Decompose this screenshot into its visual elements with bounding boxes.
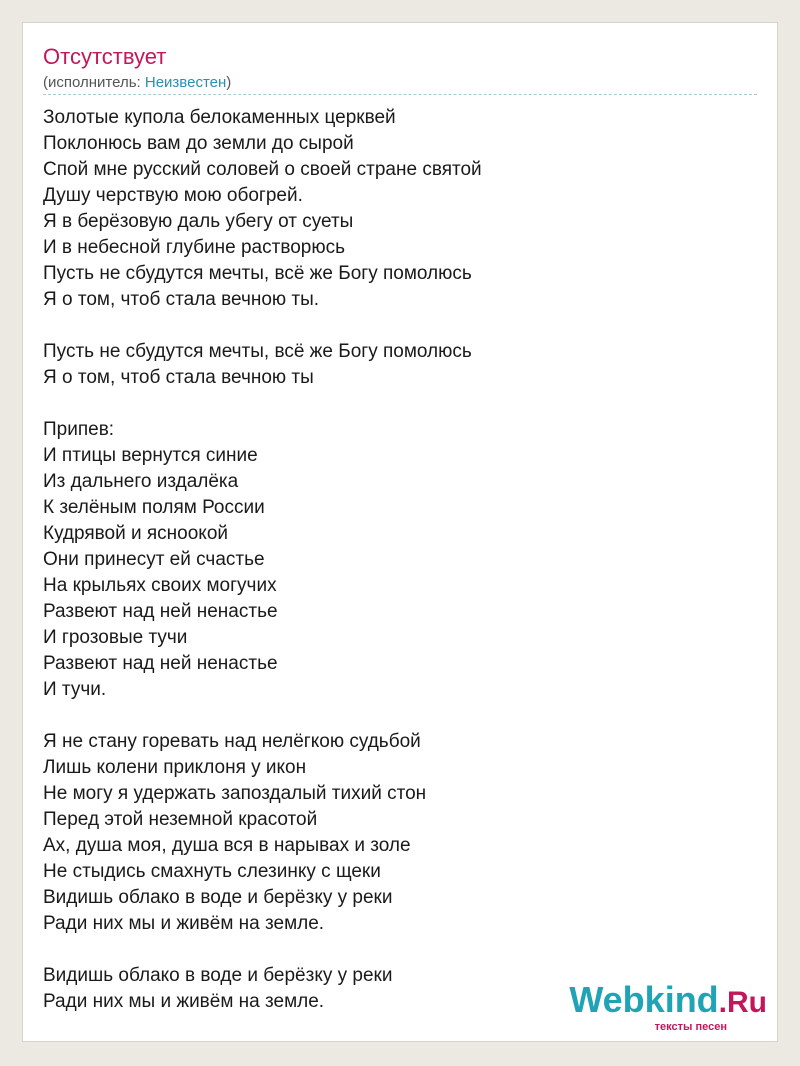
lyrics-stanza [43,417,757,703]
artist-line [43,73,231,93]
lyrics-line: Пусть не сбудутся мечты, всё же Богу помолюсь [43,341,472,362]
lyrics-line: Золотые купола белокаменных церквей [43,107,396,128]
site-logo[interactable] [569,979,767,1033]
lyrics-line: Я о том, чтоб стала вечною ты [43,367,314,388]
lyrics-line: Развеют над ней ненастье [43,601,278,622]
lyrics-line: Перед этой неземной красотой [43,809,318,830]
lyrics-line: Припев: [43,419,115,440]
lyrics-line: Спой мне русский соловей о своей стране святой [43,159,482,180]
lyrics-line: Лишь колени приклоня у икон [43,757,307,778]
lyrics-body [43,105,757,1041]
lyrics-line: Пусть не сбудутся мечты, всё же Богу помолюсь [43,263,472,284]
lyrics-line: Не стыдись смахнуть слезинку с щеки [43,861,381,882]
lyrics-stanza [43,105,757,313]
logo-wordmark [569,979,767,1021]
lyrics-line: И тучи. [43,679,107,700]
lyrics-line: Они принесут ей счастье [43,549,265,570]
lyrics-line: Я в берёзовую даль убегу от суеты [43,211,354,232]
lyrics-line: И птицы вернутся синие [43,445,258,466]
lyrics-line: Из дальнего издалёка [43,471,239,492]
lyrics-line: Развеют над ней ненастье [43,653,278,674]
logo-tld: .Ru [718,986,767,1019]
lyrics-line: Ради них мы и живём на земле. [43,991,325,1012]
song-title: Отсутствует [43,44,167,69]
lyrics-line: Ах, душа моя, душа вся в нарывах и золе [43,835,411,856]
lyrics-stanza [43,339,757,391]
lyrics-line: Ради них мы и живём на земле. [43,913,325,934]
logo-brand: Webkind [569,979,719,1020]
lyrics-line: Душу черствую мою обогрей. [43,185,303,206]
lyrics-line: Я о том, чтоб стала вечною ты. [43,289,320,310]
lyrics-line: И грозовые тучи [43,627,188,648]
lyrics-line: Поклонюсь вам до земли до сырой [43,133,354,154]
logo-tagline: тексты песен [654,1021,727,1033]
lyrics-sheet [22,22,778,1042]
lyrics-stanza [43,729,757,937]
lyrics-line: К зелёным полям России [43,497,265,518]
lyrics-line: Не могу я удержать запоздалый тихий стон [43,783,427,804]
lyrics-line: И в небесной глубине растворюсь [43,237,345,258]
header-divider [43,94,757,95]
lyrics-line: Видишь облако в воде и берёзку у реки [43,887,393,908]
lyrics-line: Кудрявой и ясноокой [43,523,229,544]
artist-prefix: (исполнитель: [43,74,145,91]
lyrics-line: Видишь облако в воде и берёзку у реки [43,965,393,986]
artist-suffix: ) [226,74,232,91]
lyrics-line: На крыльях своих могучих [43,575,277,596]
artist-name-link[interactable]: Неизвестен [144,74,227,91]
lyrics-line: Я не стану горевать над нелёгкою судьбой [43,731,421,752]
